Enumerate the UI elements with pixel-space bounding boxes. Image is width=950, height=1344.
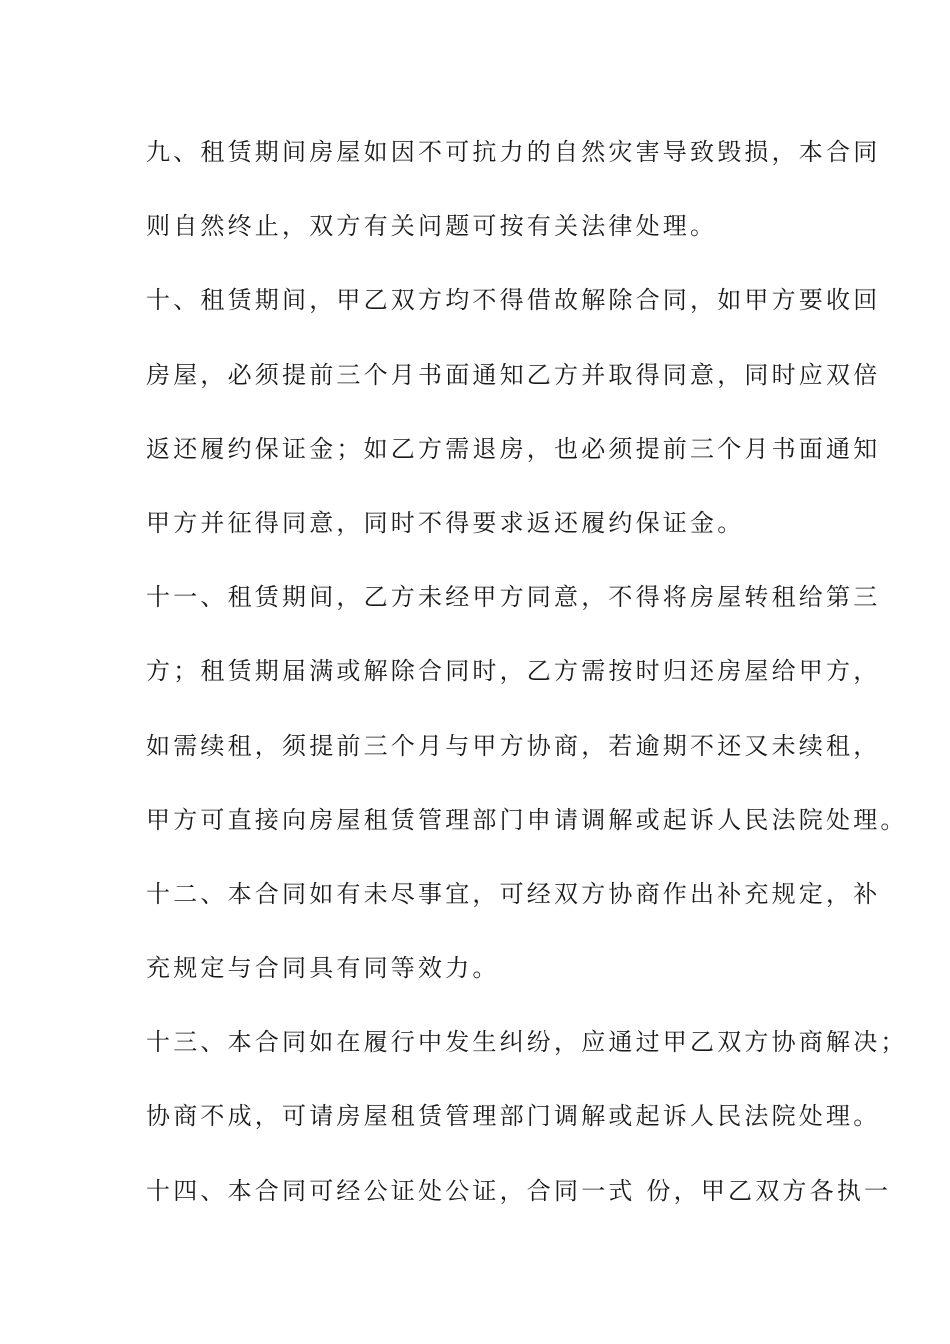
text-line: 协商不成，可请房屋租赁管理部门调解或起诉人民法院处理。 (146, 1102, 881, 1131)
text-line: 方；租赁期届满或解除合同时，乙方需按时归还房屋给甲方， (146, 657, 881, 686)
text-line: 十、租赁期间，甲乙双方均不得借故解除合同，如甲方要收回 (146, 286, 881, 315)
text-line: 甲方并征得同意，同时不得要求返还履约保证金。 (146, 508, 745, 537)
text-line: 充规定与合同具有同等效力。 (146, 954, 500, 983)
text-line: 返还履约保证金；如乙方需退房，也必须提前三个月书面通知 (146, 434, 881, 463)
contract-text-body (146, 132, 908, 1245)
text-line: 则自然终止，双方有关问题可按有关法律处理。 (146, 212, 718, 241)
text-line: 十一、租赁期间，乙方未经甲方同意，不得将房屋转租给第三 (146, 583, 881, 612)
text-line: 如需续租，须提前三个月与甲方协商，若逾期不还又未续租， (146, 731, 881, 760)
text-line: 十四、本合同可经公证处公证，合同一式 份，甲乙双方各执一 (146, 1176, 892, 1205)
text-line: 十二、本合同如有未尽事宜，可经双方协商作出补充规定，补 (146, 879, 881, 908)
text-line: 九、租赁期间房屋如因不可抗力的自然灾害导致毁损，本合同 (146, 138, 881, 166)
text-line: 十三、本合同如在履行中发生纠纷，应通过甲乙双方协商解决； (146, 1028, 908, 1057)
text-line: 房屋，必须提前三个月书面通知乙方并取得同意，同时应双倍 (146, 360, 881, 389)
text-line: 甲方可直接向房屋租赁管理部门申请调解或起诉人民法院处理。 (146, 805, 908, 834)
